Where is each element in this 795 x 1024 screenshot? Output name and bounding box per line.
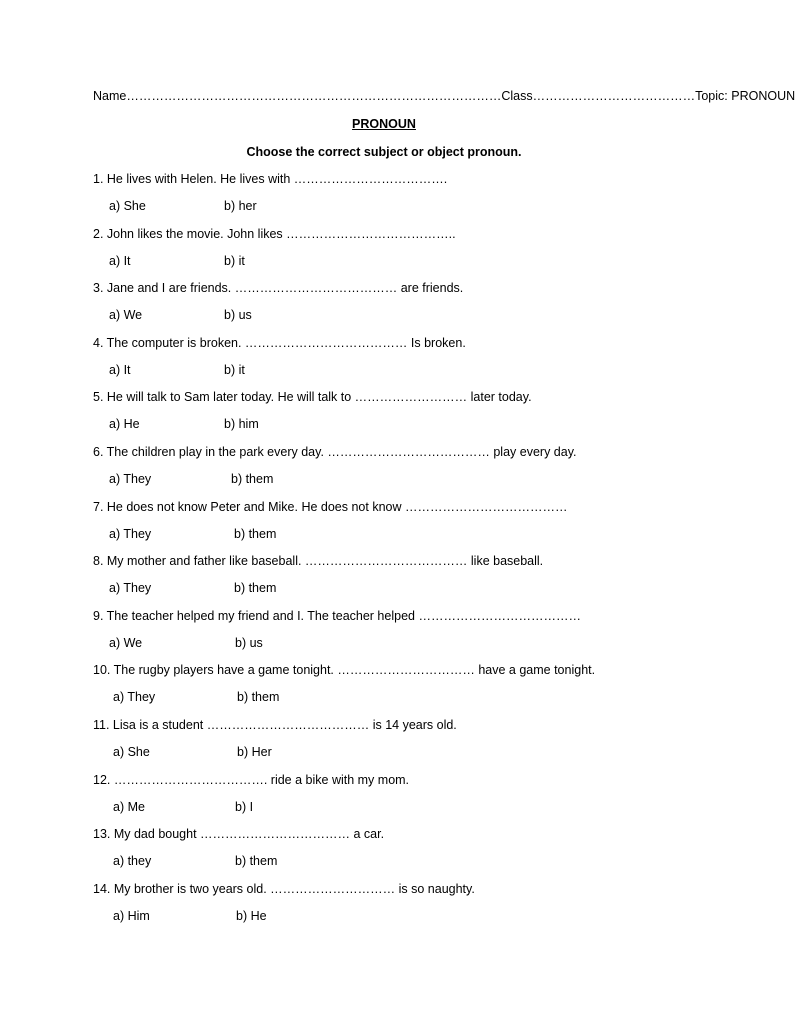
answer-options — [93, 636, 733, 650]
option-a: a) They — [109, 581, 152, 596]
question-text: 3. Jane and I are friends. ………………………………… are friends. — [93, 281, 464, 296]
question-text: 4. The computer is broken. ………………………………… Is broken. — [93, 335, 466, 350]
question-text: 12. ………………………………. ride a bike with my mom. — [93, 772, 410, 787]
question-text: 1. He lives with Helen. He lives with ………………………………. — [93, 172, 448, 186]
question-14 — [93, 882, 733, 937]
answer-options — [93, 527, 733, 541]
option-b: b) it — [224, 362, 245, 377]
question-6 — [93, 445, 733, 500]
question-text: 2. John likes the movie. John likes ………………………………….. — [93, 226, 456, 241]
instructions: Choose the correct subject or object pronoun. — [246, 145, 522, 159]
worksheet-title: PRONOUN — [352, 117, 416, 131]
answer-options — [93, 690, 733, 704]
question-text: 6. The children play in the park every day. ………………………………… play every day. — [93, 444, 577, 459]
answer-options — [93, 800, 733, 814]
question-2 — [93, 227, 733, 282]
option-b: b) them — [235, 854, 278, 869]
option-b: b) them — [231, 471, 274, 486]
answer-options — [93, 472, 733, 486]
question-list — [93, 172, 733, 936]
option-a: a) It — [109, 253, 131, 268]
option-a: a) They — [109, 471, 152, 486]
question-5 — [93, 390, 733, 445]
option-a: a) It — [109, 362, 131, 377]
question-11 — [93, 718, 733, 773]
option-b: b) her — [224, 199, 257, 213]
option-a: a) Him — [113, 908, 150, 923]
option-a: a) they — [113, 854, 152, 869]
answer-options — [93, 199, 733, 213]
header-line — [93, 89, 795, 103]
question-1 — [93, 172, 733, 227]
question-text: 7. He does not know Peter and Mike. He does not know ………………………………… — [93, 499, 568, 514]
option-b: b) I — [235, 799, 254, 814]
option-b: b) us — [224, 308, 252, 323]
option-b: b) Her — [237, 744, 272, 759]
question-13 — [93, 827, 733, 882]
question-8 — [93, 554, 733, 609]
question-text: 13. My dad bought ……………………………… a car. — [93, 827, 385, 842]
question-4 — [93, 336, 733, 391]
option-a: a) They — [109, 526, 152, 541]
question-text: 14. My brother is two years old. ………………………… is so naughty. — [93, 881, 475, 896]
question-text: 9. The teacher helped my friend and I. The teacher helped ………………………………… — [93, 608, 581, 623]
question-3 — [93, 281, 733, 336]
answer-options — [93, 745, 733, 759]
option-a: a) They — [113, 690, 156, 705]
option-b: b) him — [224, 417, 259, 432]
answer-options — [93, 854, 733, 868]
option-a: a) We — [109, 308, 143, 323]
option-a: a) Me — [113, 799, 145, 814]
answer-options — [93, 254, 733, 268]
answer-options — [93, 581, 733, 595]
question-12 — [93, 773, 733, 828]
option-a: a) We — [109, 635, 143, 650]
option-a: a) She — [109, 199, 146, 213]
option-b: b) them — [234, 581, 277, 596]
option-b: b) them — [237, 690, 280, 705]
question-7 — [93, 500, 733, 555]
option-a: a) She — [113, 744, 150, 759]
answer-options — [93, 363, 733, 377]
option-b: b) us — [235, 635, 263, 650]
header-label: Name………………………………………………………………………………Class…………………………………Topic: — [93, 89, 728, 103]
question-10 — [93, 663, 733, 718]
option-b: b) them — [234, 526, 277, 541]
option-b: b) He — [236, 908, 267, 923]
question-text: 11. Lisa is a student ………………………………… is 14 years old. — [93, 717, 457, 732]
question-text: 5. He will talk to Sam later today. He will talk to ……………………… later today. — [93, 390, 532, 405]
question-text: 8. My mother and father like baseball. ………………………………… like baseball. — [93, 554, 544, 569]
answer-options — [93, 308, 733, 322]
answer-options — [93, 417, 733, 431]
topic-value: PRONOUN — [731, 89, 795, 103]
question-text: 10. The rugby players have a game tonight. …………………………… have a game tonight. — [93, 663, 596, 678]
option-a: a) He — [109, 417, 140, 432]
option-b: b) it — [224, 253, 245, 268]
answer-options — [93, 909, 733, 923]
question-9 — [93, 609, 733, 664]
